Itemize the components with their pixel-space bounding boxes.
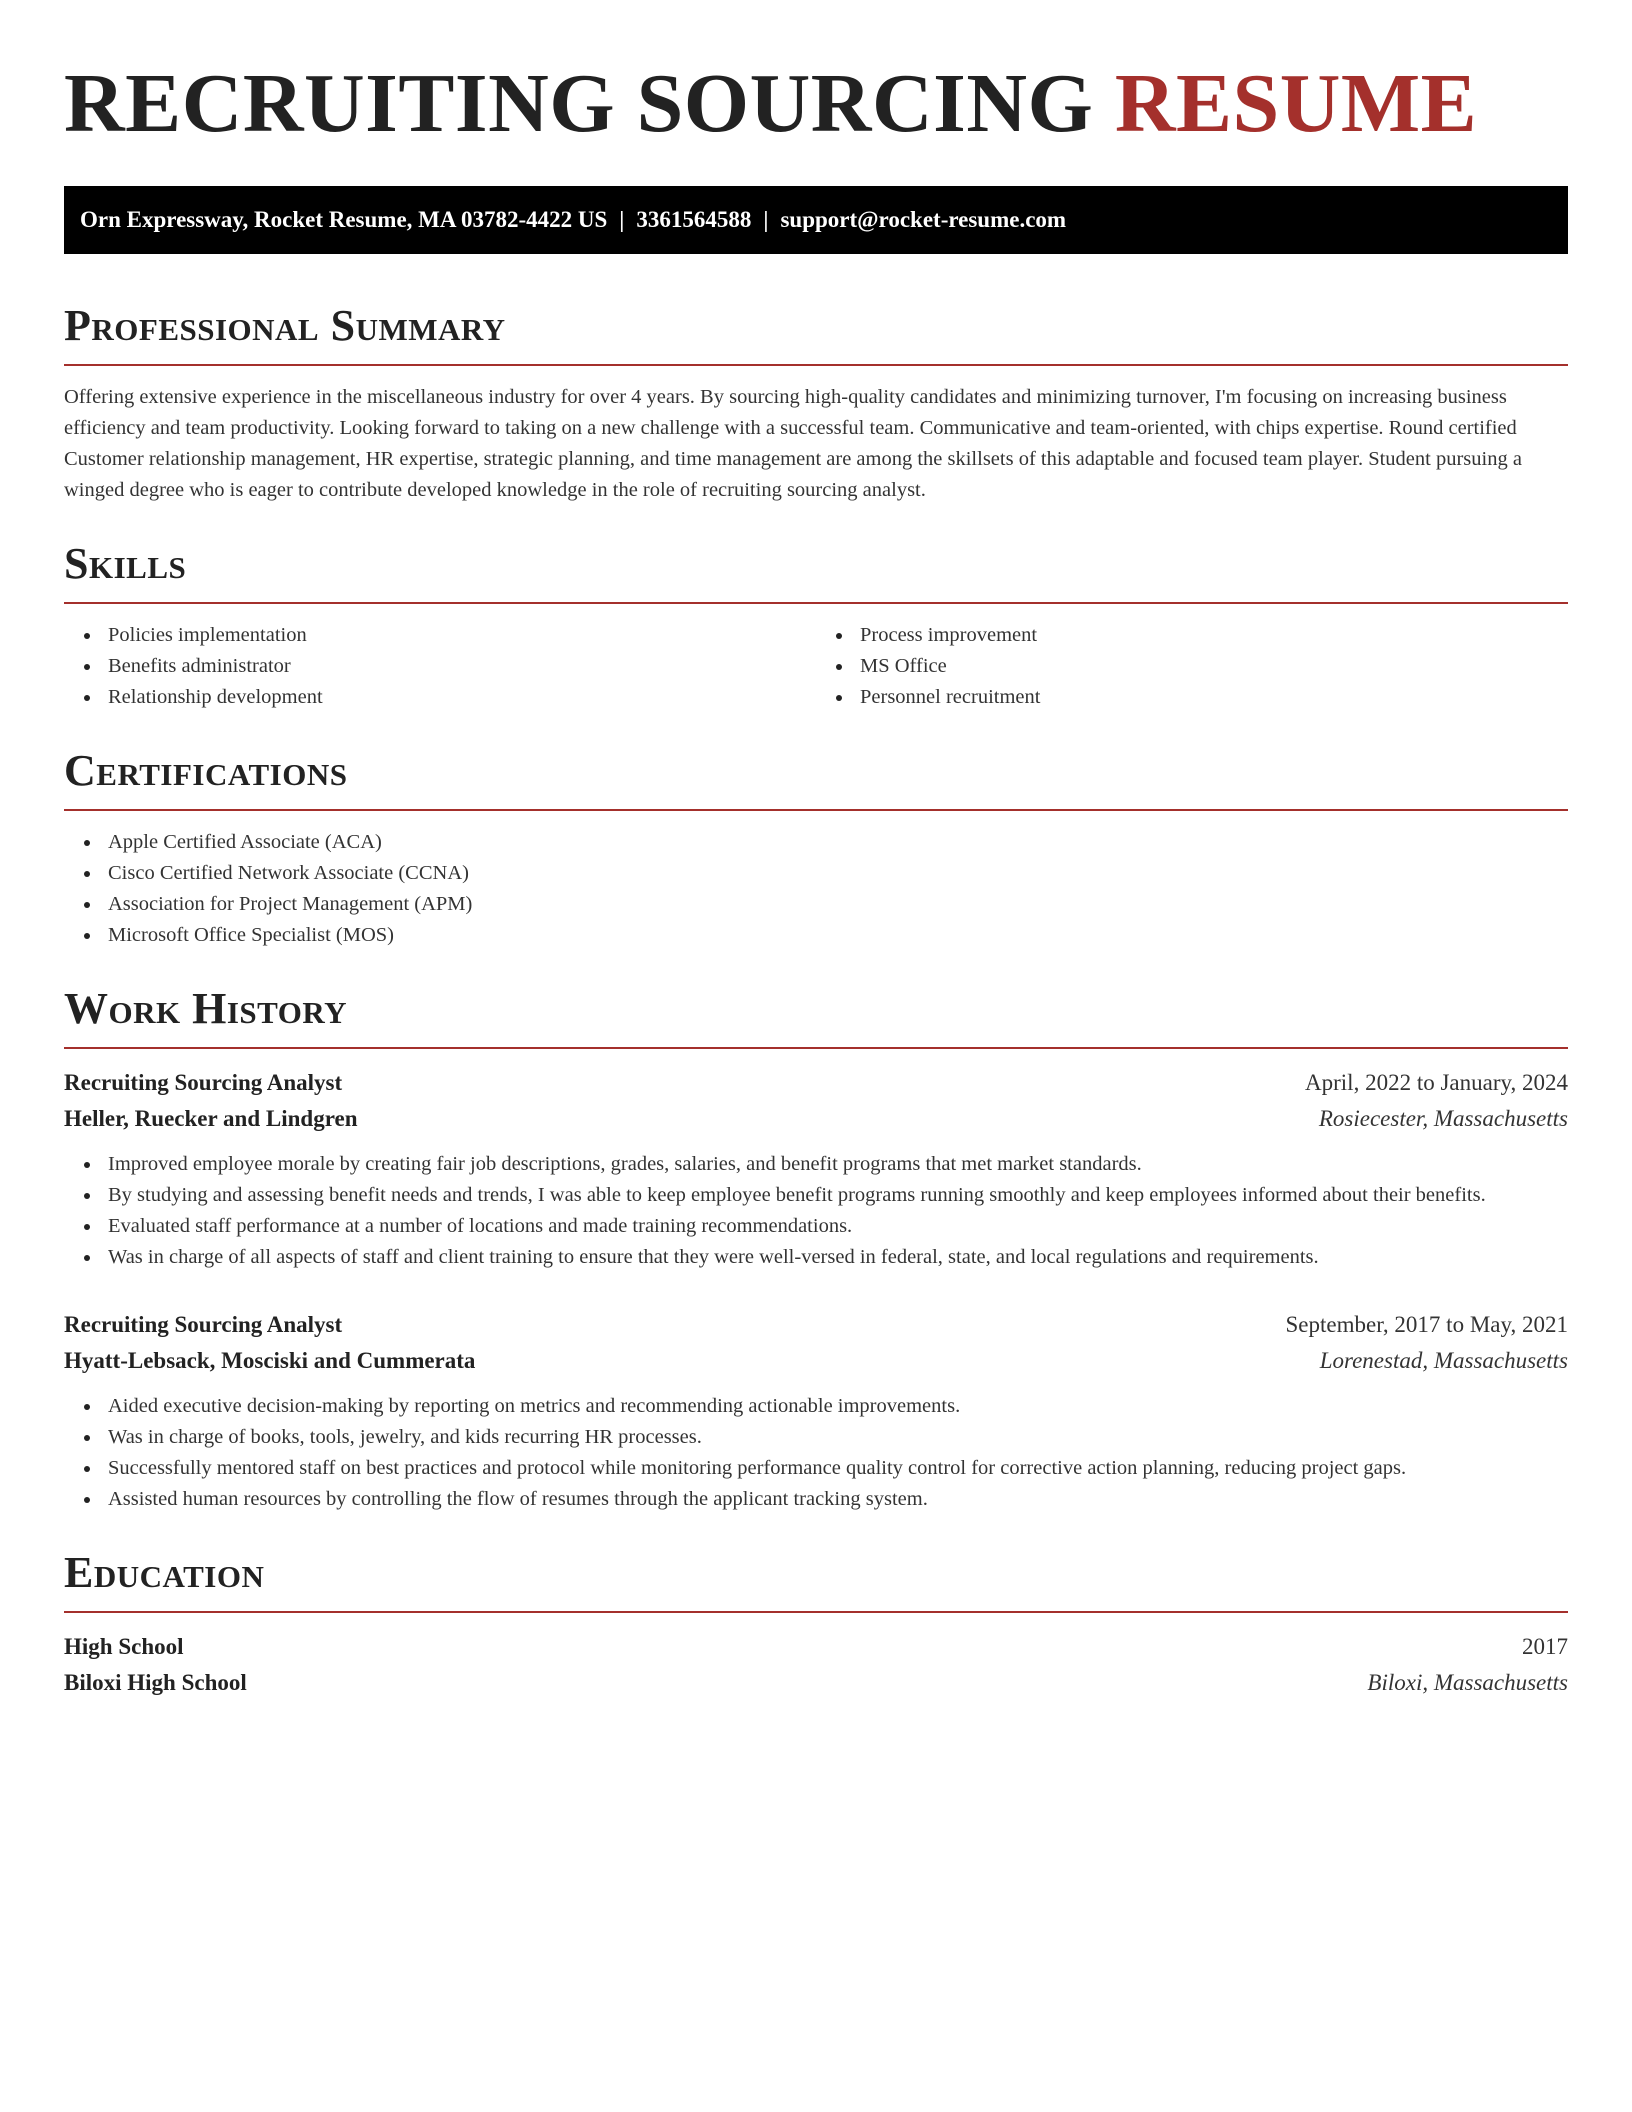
job-duty: Assisted human resources by controlling the flow of resumes through the applicant tracking system. [84,1484,1568,1515]
skill-item: Policies implementation [84,620,816,651]
certifications-list [64,827,1568,951]
contact-address: Orn Expressway, Rocket Resume, MA 03782-4422 US [80,207,608,232]
certifications-heading: Certifications [64,746,348,795]
education-heading: Education [64,1548,265,1597]
job-title: Recruiting Sourcing Analyst [64,1070,343,1095]
section-divider [64,809,1568,811]
skill-item: Relationship development [84,682,816,713]
education-entry [64,1629,1568,1701]
job-duty: Was in charge of all aspects of staff and client training to ensure that they were well-versed in federal, state, and local regulations and requirements. [84,1242,1568,1273]
job-company-row [64,1101,1568,1137]
section-divider [64,602,1568,604]
education-school-row [64,1665,1568,1701]
job-title-row [64,1307,1568,1343]
skill-item: Benefits administrator [84,651,816,682]
education-section [64,1547,1568,1701]
job-company-row [64,1343,1568,1379]
section-divider [64,364,1568,366]
section-divider [64,1047,1568,1049]
job-dates: September, 2017 to May, 2021 [1285,1312,1568,1337]
title-main: RECRUITING SOURCING [64,57,1094,150]
summary-heading: Professional Summary [64,301,506,350]
work-history-heading: Work History [64,984,348,1033]
job-duty: Successfully mentored staff on best practices and protocol while monitoring performance quality control for corrective action planning, reducing project gaps. [84,1453,1568,1484]
job-title: Recruiting Sourcing Analyst [64,1312,343,1337]
education-degree-row [64,1629,1568,1665]
job-duty: Aided executive decision-making by reporting on metrics and recommending actionable improvements. [84,1391,1568,1422]
contact-email[interactable]: support@rocket-resume.com [780,207,1067,232]
skill-item: Process improvement [836,620,1568,651]
skills-heading: Skills [64,539,187,588]
job-title-row [64,1065,1568,1101]
job-duties-list [64,1391,1568,1515]
skills-section [64,538,1568,713]
skills-grid [64,620,1568,713]
title-accent: RESUME [1114,57,1478,150]
job-entry [64,1307,1568,1515]
education-location: Biloxi, Massachusetts [1367,1670,1568,1695]
job-company: Hyatt-Lebsack, Mosciski and Cummerata [64,1348,476,1373]
skills-list-right [816,620,1568,713]
job-location: Rosiecester, Massachusetts [1318,1106,1568,1131]
job-dates: April, 2022 to January, 2024 [1305,1070,1568,1095]
certification-item: Microsoft Office Specialist (MOS) [84,920,1568,951]
section-divider [64,1611,1568,1613]
education-school: Biloxi High School [64,1670,247,1695]
job-duties-list [64,1149,1568,1273]
education-degree: High School [64,1634,184,1659]
skill-item: MS Office [836,651,1568,682]
resume-title [64,56,1568,152]
contact-separator: | [763,207,769,232]
certification-item: Association for Project Management (APM) [84,889,1568,920]
job-duty: By studying and assessing benefit needs and trends, I was able to keep employee benefit programs running smoothly and keep employees informed about their benefits. [84,1180,1568,1211]
job-company: Heller, Ruecker and Lindgren [64,1106,358,1131]
job-entry [64,1065,1568,1273]
job-duty: Was in charge of books, tools, jewelry, and kids recurring HR processes. [84,1422,1568,1453]
certification-item: Cisco Certified Network Associate (CCNA) [84,858,1568,889]
skills-list-left [64,620,816,713]
contact-bar [64,186,1568,254]
certification-item: Apple Certified Associate (ACA) [84,827,1568,858]
summary-section [64,300,1568,506]
contact-separator: | [619,207,625,232]
job-location: Lorenestad, Massachusetts [1319,1348,1568,1373]
job-duty: Improved employee morale by creating fair job descriptions, grades, salaries, and benefit programs that met market standards. [84,1149,1568,1180]
certifications-section [64,745,1568,951]
work-history-section [64,983,1568,1515]
contact-phone[interactable]: 3361564588 [636,207,752,232]
summary-text: Offering extensive experience in the miscellaneous industry for over 4 years. By sourcing high-quality candidates and minimizing turnover, I'm focusing on increasing business efficiency and team productivity. Looking forward to taking on a new challenge with a successful team. Communicative and team-oriented, with chips expertise. Round certified Customer relationship management, HR expertise, strategic planning, and time management are among the skillsets of this adaptable and focused team player. Student pursuing a winged degree who is eager to contribute developed knowledge in the role of recruiting sourcing analyst. [64,386,1522,501]
education-year: 2017 [1522,1634,1568,1659]
skill-item: Personnel recruitment [836,682,1568,713]
job-duty: Evaluated staff performance at a number of locations and made training recommendations. [84,1211,1568,1242]
